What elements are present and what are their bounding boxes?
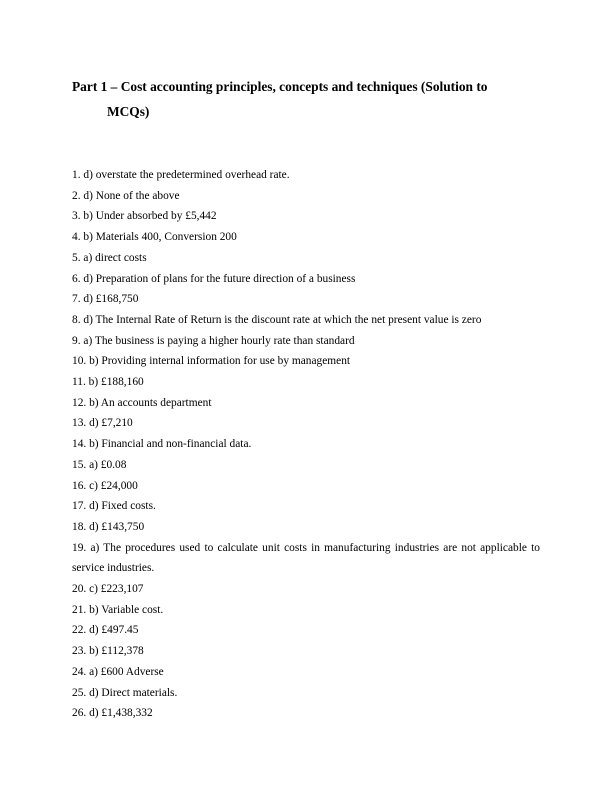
answer-item: 17. d) Fixed costs. [72, 500, 156, 513]
answer-item: 10. b) Providing internal information for use by management [72, 355, 351, 368]
answer-item: 26. d) £1,438,332 [72, 707, 153, 720]
answer-item: 23. b) £112,378 [72, 645, 144, 658]
answer-item: 20. c) £223,107 [72, 583, 144, 596]
answer-item: 4. b) Materials 400, Conversion 200 [72, 231, 237, 244]
section-heading [72, 74, 540, 124]
answer-item: 14. b) Financial and non-financial data. [72, 438, 252, 451]
answer-item: 21. b) Variable cost. [72, 603, 164, 616]
answer-item: 15. a) £0.08 [72, 458, 127, 471]
answer-item: 13. d) £7,210 [72, 417, 133, 430]
answer-item: 11. b) £188,160 [72, 376, 144, 389]
answer-item: 25. d) Direct materials. [72, 686, 178, 699]
answer-item: 7. d) £168,750 [72, 293, 139, 306]
answer-item: 16. c) £24,000 [72, 479, 138, 492]
answer-item: 5. a) direct costs [72, 251, 147, 264]
answer-item: 3. b) Under absorbed by £5,442 [72, 210, 217, 223]
answer-item: 9. a) The business is paying a higher hourly rate than standard [72, 334, 355, 347]
answer-item: 19. a) The procedures used to calculate unit costs in manufacturing industries are not applicable to service industries. [72, 541, 540, 575]
answer-item: 18. d) £143,750 [72, 520, 145, 533]
answer-list [72, 165, 540, 724]
answer-item: 24. a) £600 Adverse [72, 665, 164, 678]
answer-item: 22. d) £497.45 [72, 624, 139, 637]
heading-line-1: Part 1 – Cost accounting principles, concepts and techniques (Solution to [72, 79, 488, 94]
answer-item: 2. d) None of the above [72, 189, 180, 202]
answer-item: 1. d) overstate the predetermined overhead rate. [72, 169, 290, 181]
answer-item: 6. d) Preparation of plans for the future direction of a business [72, 272, 356, 285]
answer-item: 8. d) The Internal Rate of Return is the discount rate at which the net present value is zero [72, 313, 482, 326]
answer-item: 12. b) An accounts department [72, 396, 212, 409]
heading-line-2: MCQs) [107, 104, 150, 119]
